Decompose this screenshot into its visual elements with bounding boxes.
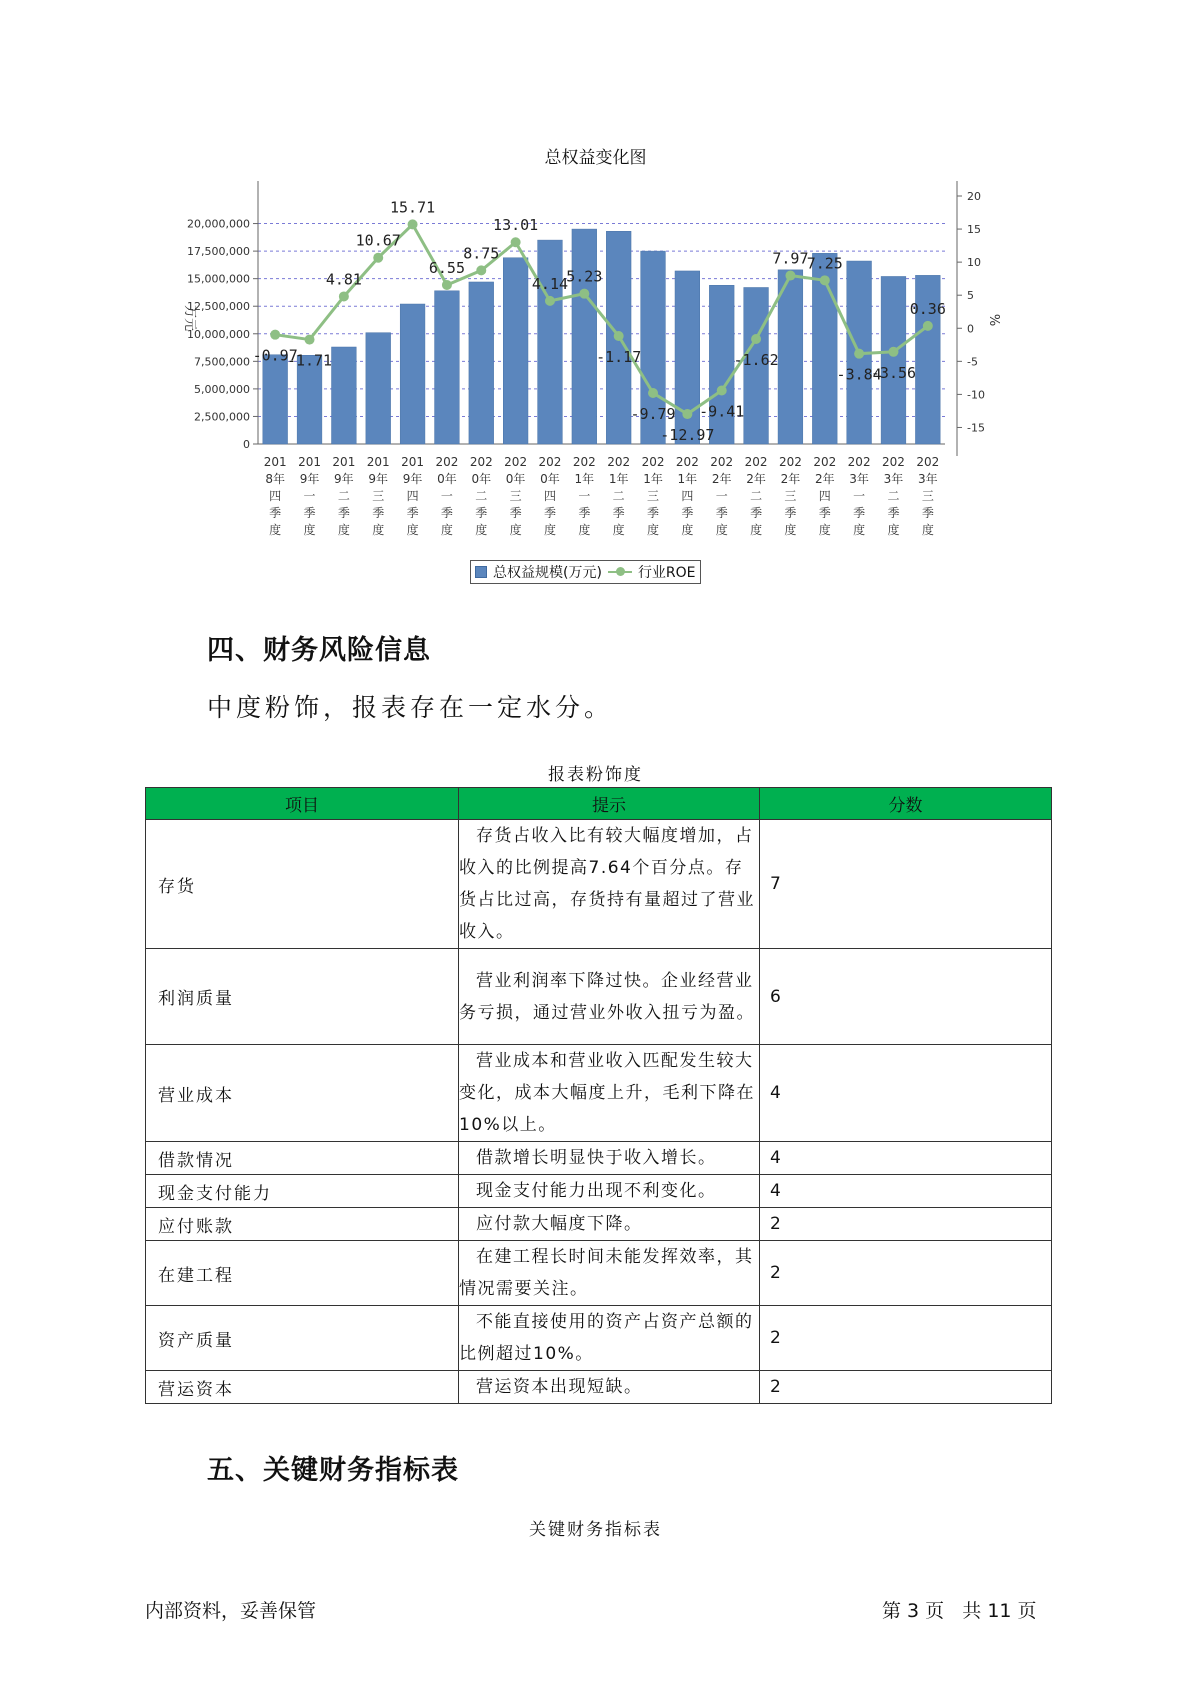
roe-data-label: 0.36 [909,299,946,318]
x-tick-label: 二 [475,489,488,503]
x-tick-label: 2年 [814,472,835,486]
bar [538,240,563,444]
bar [332,347,357,444]
x-tick-label: 二 [750,489,763,503]
x-tick-label: 二 [612,489,625,503]
x-tick-label: 一 [715,489,728,503]
x-tick-label: 度 [303,523,316,537]
x-tick-label: 202 [607,455,631,469]
table-header-row [146,788,1052,820]
cell-hint-cell [459,1371,760,1404]
header-hint: 提示 [459,788,760,820]
cell-hint: 存货占收入比有较大幅度增加，占收入的比例提高7.64个百分点。存货占比过高，存货持有量超过了营业收入。 [459,826,755,942]
y-tick-label: 15,000,000 [187,272,250,286]
roe-data-label: 15.71 [389,198,436,217]
x-tick-label: 度 [750,523,763,537]
x-tick-label: 0年 [437,472,457,486]
cell-hint: 在建工程长时间未能发挥效率，其情况需要关注。 [459,1247,754,1299]
roe-data-label: 7.25 [806,254,843,273]
y2-tick-label: -15 [967,421,985,435]
table-row [146,949,1052,1045]
roe-data-label: 8.75 [463,244,500,263]
x-tick-label: 季 [269,506,282,520]
roe-data-label: 6.55 [428,258,465,277]
x-tick-label: 0年 [540,472,560,486]
roe-data-label: 4.81 [325,270,362,289]
roe-point [476,265,486,275]
cell-hint: 借款增长明显快于收入增长。 [476,1148,717,1168]
x-tick-label: 度 [818,523,831,537]
legend-line-label: 行业ROE [637,565,696,581]
x-tick-label: 季 [647,506,660,520]
x-tick-label: 季 [921,506,934,520]
bar [469,282,494,444]
roe-data-label: -0.97 [252,346,298,365]
x-tick-label: 季 [303,506,316,520]
x-tick-label: 202 [641,455,665,469]
x-tick-label: 1年 [574,472,595,486]
y-tick-label: 17,500,000 [187,245,250,259]
x-tick-label: 度 [372,523,385,537]
cell-hint-cell [459,1208,760,1241]
cell-score: 2 [760,1371,1052,1404]
roe-data-label: -9.41 [699,402,745,421]
table-row [146,1142,1052,1175]
header-score: 分数 [760,788,1052,820]
table-row [146,820,1052,949]
x-tick-label: 四 [269,489,282,503]
x-tick-label: 201 [332,455,356,469]
cell-item: 现金支付能力 [146,1175,459,1208]
roe-point [442,280,452,290]
x-tick-label: 3年 [883,472,904,486]
roe-point [579,289,589,299]
x-tick-label: 季 [578,506,591,520]
roe-point [854,349,864,359]
roe-point [305,335,315,345]
x-tick-label: 季 [543,506,556,520]
x-tick-label: 0年 [471,472,492,486]
roe-point [820,275,830,285]
chart-title: 总权益变化图 [544,148,647,168]
x-tick-label: 1年 [677,472,698,486]
roe-point [785,271,795,281]
cell-hint: 营业利润率下降过快。企业经营业务亏损，通过营业外收入扭亏为盈。 [459,970,755,1023]
cell-item: 应付账款 [146,1208,459,1241]
x-tick-label: 度 [509,523,522,537]
x-tick-label: 三 [784,489,797,503]
x-tick-label: 二 [887,489,900,503]
cell-hint-cell [459,1142,760,1175]
section4-heading: 四、财务风险信息 [207,635,431,666]
x-tick-label: 202 [778,455,802,469]
cell-score: 4 [760,1175,1052,1208]
x-tick-label: 202 [675,455,699,469]
cell-item: 资产质量 [146,1306,459,1371]
x-tick-label: 季 [750,506,763,520]
x-tick-label: 度 [269,523,282,537]
roe-point [511,237,521,247]
x-tick-label: 2年 [711,472,732,486]
x-tick-label: 度 [578,523,591,537]
table-row [146,1175,1052,1208]
y-tick-label: 5,000,000 [194,382,250,396]
cell-score: 2 [760,1241,1052,1306]
table-row [146,1241,1052,1306]
cell-hint: 现金支付能力出现不利变化。 [476,1181,717,1201]
cell-item: 营业成本 [146,1045,459,1142]
cell-score: 2 [760,1208,1052,1241]
cell-item: 在建工程 [146,1241,459,1306]
x-tick-label: 四 [406,489,419,503]
cell-score: 4 [760,1045,1052,1142]
roe-data-label: -1.62 [733,350,779,369]
y-tick-label: 20,000,000 [187,217,250,231]
x-tick-label: 季 [612,506,625,520]
x-tick-label: 8年 [265,472,285,486]
x-tick-label: 度 [887,523,900,537]
y-tick-label: 12,500,000 [187,300,250,314]
roe-point [717,385,727,395]
roe-data-label: 13.01 [493,216,539,235]
roe-data-label: 4.14 [531,274,569,293]
x-tick-label: 二 [337,489,350,503]
roe-data-label: -12.97 [660,426,715,445]
x-tick-label: 201 [298,455,321,469]
bar [503,258,528,444]
roe-data-label: -3.56 [870,363,917,382]
risk-summary: 中度粉饰，报表存在一定水分。 [207,693,614,722]
table-row [146,1045,1052,1142]
x-tick-label: 一 [578,489,591,503]
roe-point [545,296,555,306]
legend-bar-label: 总权益规模(万元) [493,565,602,581]
roe-point [408,219,418,229]
x-tick-label: 季 [337,506,350,520]
x-tick-label: 202 [744,455,768,469]
y2-tick-label: -10 [967,388,985,402]
x-tick-label: 季 [715,506,728,520]
y2-axis-label: % [986,313,1001,327]
y2-tick-label: 10 [967,256,981,270]
roe-data-label: 7.97 [772,249,809,268]
cell-hint: 营业成本和营业收入匹配发生较大变化，成本大幅度上升，毛利下降在10%以上。 [459,1051,755,1135]
cell-hint-cell [459,1045,760,1142]
x-tick-label: 9年 [402,472,423,486]
cell-score: 4 [760,1142,1052,1175]
x-tick-label: 201 [401,455,425,469]
bar [263,355,288,444]
x-tick-label: 季 [440,506,453,520]
footer-note: 内部资料，妥善保管 [145,1600,317,1622]
page-number: 第 3 页 共 11 页 [882,1600,1037,1622]
y2-tick-label: 0 [967,322,974,336]
roe-data-label: -1.17 [596,348,642,367]
legend-bar-swatch [475,566,487,578]
table-row [146,1371,1052,1404]
x-tick-label: 四 [543,489,556,503]
y-axis-label: 万元 [182,304,197,332]
cell-hint: 不能直接使用的资产占资产总额的比例超过10%。 [459,1312,754,1364]
x-tick-label: 度 [440,523,453,537]
x-tick-label: 度 [475,523,488,537]
x-tick-label: 季 [475,506,488,520]
bar [366,333,391,444]
y2-tick-label: 15 [967,223,981,237]
bar [400,304,425,444]
y2-tick-label: -5 [967,355,978,369]
x-tick-label: 季 [509,506,522,520]
x-tick-label: 度 [647,523,660,537]
table-caption: 报表粉饰度 [548,765,643,785]
cell-item: 营运资本 [146,1371,459,1404]
roe-point [751,334,761,344]
x-tick-label: 201 [263,455,287,469]
x-tick-label: 202 [710,455,734,469]
roe-point [373,253,383,263]
x-tick-label: 度 [921,523,934,537]
bar [572,229,597,444]
y-tick-label: 10,000,000 [187,327,250,341]
bar [435,291,460,444]
x-tick-label: 9年 [334,472,354,486]
x-tick-label: 2年 [746,472,766,486]
y2-tick-label: 5 [967,289,974,303]
x-tick-label: 9年 [299,472,320,486]
roe-point [648,388,658,398]
bar [778,270,803,444]
roe-point [682,409,692,419]
x-tick-label: 202 [572,455,596,469]
x-tick-label: 3年 [849,472,869,486]
x-tick-label: 季 [887,506,900,520]
x-tick-label: 季 [406,506,419,520]
table-row [146,1306,1052,1371]
equity-chart [170,170,1030,555]
x-tick-label: 202 [504,455,528,469]
x-tick-label: 0年 [505,472,526,486]
x-tick-label: 201 [366,455,390,469]
roe-data-label: -1.71 [286,351,333,370]
y-tick-label: 7,500,000 [194,355,250,369]
cell-item: 利润质量 [146,949,459,1045]
x-tick-label: 度 [612,523,625,537]
cell-hint-cell [459,1306,760,1371]
risk-table [145,787,1052,1404]
x-tick-label: 季 [681,506,694,520]
x-tick-label: 度 [337,523,350,537]
chart-legend [470,560,701,584]
x-tick-label: 季 [372,506,385,520]
x-tick-label: 202 [469,455,493,469]
table-row [146,1208,1052,1241]
x-tick-label: 202 [847,455,871,469]
x-tick-label: 1年 [643,472,663,486]
x-tick-label: 度 [543,523,556,537]
legend-line-swatch [608,571,632,573]
x-tick-label: 度 [406,523,419,537]
cell-hint: 营运资本出现短缺。 [476,1377,643,1397]
roe-data-label: -9.79 [630,405,676,424]
section5-heading: 五、关键财务指标表 [207,1455,459,1486]
roe-data-label: 10.67 [355,231,401,250]
cell-hint-cell [459,1241,760,1306]
section5-caption: 关键财务指标表 [529,1520,662,1540]
roe-point [614,331,624,341]
x-tick-label: 三 [647,489,660,503]
x-tick-label: 3年 [918,472,938,486]
x-tick-label: 度 [715,523,728,537]
roe-data-label: -3.84 [836,365,882,384]
x-tick-label: 1年 [608,472,629,486]
x-tick-label: 202 [882,455,905,469]
cell-score: 6 [760,949,1052,1045]
header-item: 项目 [146,788,459,820]
x-tick-label: 202 [813,455,837,469]
x-tick-label: 9年 [368,472,389,486]
x-tick-label: 季 [818,506,831,520]
x-tick-label: 四 [681,489,694,503]
x-tick-label: 一 [440,489,453,503]
roe-point [923,321,933,331]
x-tick-label: 202 [916,455,940,469]
x-tick-label: 四 [818,489,831,503]
cell-item: 存货 [146,820,459,949]
x-tick-label: 三 [921,489,934,503]
x-tick-label: 一 [303,489,316,503]
x-tick-label: 度 [853,523,866,537]
cell-hint-cell [459,949,760,1045]
x-tick-label: 2年 [780,472,801,486]
roe-point [339,291,349,301]
cell-hint-cell [459,1175,760,1208]
cell-hint: 应付款大幅度下降。 [476,1214,643,1234]
y2-tick-label: 20 [967,190,981,203]
roe-point [888,347,898,357]
y-tick-label: 0 [243,438,250,451]
cell-item: 借款情况 [146,1142,459,1175]
x-tick-label: 三 [509,489,522,503]
x-tick-label: 季 [853,506,866,520]
bar [881,276,906,444]
x-tick-label: 202 [435,455,459,469]
cell-hint-cell [459,820,760,949]
roe-point [270,330,280,340]
cell-score: 2 [760,1306,1052,1371]
x-tick-label: 度 [784,523,797,537]
x-tick-label: 度 [681,523,694,537]
x-tick-label: 三 [372,489,385,503]
roe-data-label: 5.23 [566,267,603,286]
y-tick-label: 2,500,000 [194,410,250,424]
x-tick-label: 202 [538,455,562,469]
cell-score: 7 [760,820,1052,949]
x-tick-label: 一 [853,489,866,503]
x-tick-label: 季 [784,506,797,520]
